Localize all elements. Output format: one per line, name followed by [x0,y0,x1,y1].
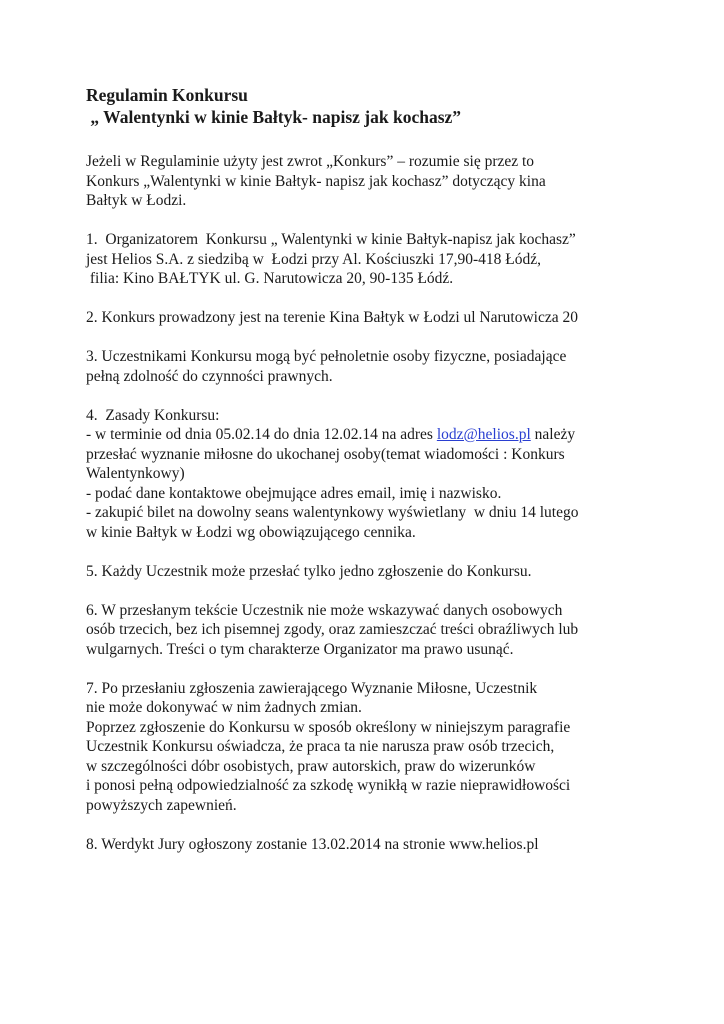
text-line: w szczególności dóbr osobistych, praw autorskich, praw do wizerunków [86,757,536,775]
text-line: Uczestnik Konkursu oświadcza, że praca ta nie narusza praw osób trzecich, [86,738,555,755]
text-line: 3. Uczestnikami Konkursu mogą być pełnoletnie osoby fizyczne, posiadające [86,348,567,365]
text-line: i ponosi pełną odpowiedzialność za szkodę wynikłą w razie nieprawidłowości [86,777,571,794]
section-3-participants [86,347,706,386]
text-line: jest Helios S.A. z siedzibą w Łodzi przy Al. Kościuszki 17,90-418 Łódź, [86,250,542,268]
text-line: nie może dokonywać w nim żadnych zmian. [86,699,362,716]
section-8-verdict [86,835,706,855]
text-line: 2. Konkurs prowadzony jest na terenie Kina Bałtyk w Łodzi ul Narutowicza 20 [86,309,578,326]
text-line: Jeżeli w Regulaminie użyty jest zwrot „Konkurs” – rozumie się przez to [86,153,535,170]
intro-paragraph [86,152,706,211]
text-line: wulgarnych. Treści o tym charakterze Organizator ma prawo usunąć. [86,640,514,658]
text-line: przesłać wyznanie miłosne do ukochanej osoby(temat wiadomości : Konkurs [86,445,565,463]
text-line: Walentynkowy) [86,465,185,482]
document-page [86,84,706,854]
text-line: filia: Kino BAŁTYK ul. G. Narutowicza 20, 90-135 Łódź. [86,270,454,287]
text-line: 6. W przesłanym tekście Uczestnik nie może wskazywać danych osobowych [86,601,563,619]
text-fragment: - w terminie od dnia 05.02.14 do dnia 12.02.14 na adres [86,426,437,443]
text-line: 1. Organizatorem Konkursu „ Walentynki w kinie Bałtyk-napisz jak kochasz” [86,231,576,248]
section-5-single-entry [86,562,706,582]
section-2-location [86,308,706,328]
title-line: „ Walentynki w kinie Bałtyk- napisz jak kochasz” [86,107,462,127]
text-line: Poprzez zgłoszenie do Konkursu w sposób określony w niniejszym paragrafie [86,718,571,736]
text-line: Konkurs „Walentynki w kinie Bałtyk- napisz jak kochasz” dotyczący kina [86,172,546,190]
section-6-content-rules [86,601,706,660]
document-title [86,84,706,128]
text-line: 5. Każdy Uczestnik może przesłać tylko jedno zgłoszenie do Konkursu. [86,562,532,580]
text-line-with-email [86,425,706,445]
section-4-rules [86,406,706,543]
email-link[interactable]: lodz@helios.pl [436,426,531,443]
text-line: osób trzecich, bez ich pisemnej zgody, oraz zamieszczać treści obraźliwych lub [86,621,579,638]
section-heading: 4. Zasady Konkursu: [86,406,220,424]
section-1-organizer [86,230,706,289]
text-line: powyższych zapewnień. [86,796,237,814]
text-line: 8. Werdykt Jury ogłoszony zostanie 13.02.2014 na stronie www.helios.pl [86,835,539,853]
text-line: pełną zdolność do czynności prawnych. [86,367,333,385]
text-line: - podać dane kontaktowe obejmujące adres email, imię i nazwisko. [86,484,502,502]
text-line: Bałtyk w Łodzi. [86,192,187,209]
text-fragment: należy [530,426,576,443]
text-line: - zakupić bilet na dowolny seans walentynkowy wyświetlany w dniu 14 lutego [86,504,579,521]
title-line: Regulamin Konkursu [86,85,248,105]
text-line: w kinie Bałtyk w Łodzi wg obowiązującego cennika. [86,523,416,541]
text-line: 7. Po przesłaniu zgłoszenia zawierającego Wyznanie Miłosne, Uczestnik [86,679,538,697]
section-7-responsibility [86,679,706,816]
